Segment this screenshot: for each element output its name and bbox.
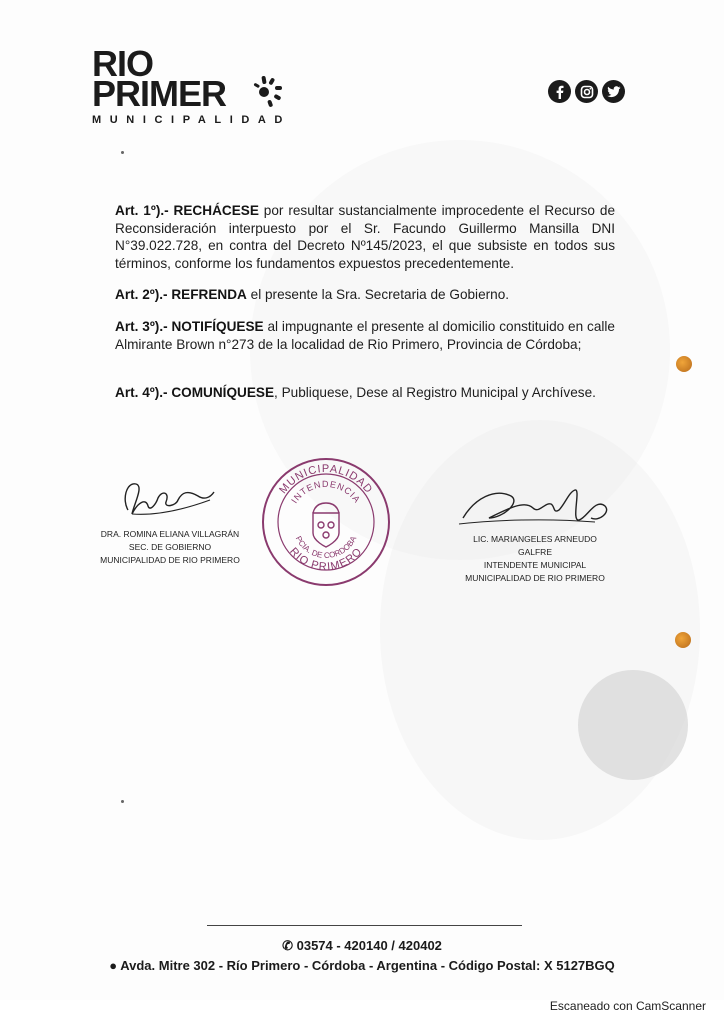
municipality-logo [88, 43, 298, 130]
article-2-keyword: REFRENDA [171, 287, 247, 302]
social-icons [548, 80, 625, 103]
stain-mark [676, 356, 692, 372]
scanner-watermark: Escaneado con CamScanner [549, 999, 706, 1013]
location-pin-icon: ● [109, 958, 118, 973]
footer-phone-line [0, 938, 724, 954]
right-signature-scribble [455, 478, 615, 538]
coat-of-arms-icon [313, 503, 339, 547]
sun-logo-icon [250, 72, 286, 108]
article-4-label: Art. 4º).- [115, 385, 168, 400]
right-signature-role: INTENDENTE MUNICIPAL [483, 560, 587, 570]
article-4-text: , Publiquese, Dese al Registro Municipal y Archívese. [274, 385, 596, 400]
right-signature-org: MUNICIPALIDAD DE RIO PRIMERO [465, 573, 605, 583]
right-signature-block [460, 533, 610, 585]
stamp-inner-bottom: PCIA. DE CORDOBA [293, 534, 359, 561]
svg-text:INTENDENCIA [289, 479, 362, 505]
background-watermark-circle [578, 670, 688, 780]
article-3-text: al impugnante el presente al domicilio constituido en calle Almirante Brown n°273 de la localidad de Rio Primero, Provincia de Córdoba; [115, 319, 615, 352]
footer-address: Avda. Mitre 302 - Río Primero - Córdoba - Argentina - Código Postal: X 5127BGQ [120, 958, 615, 973]
left-signature-scribble [118, 470, 218, 530]
stamp-outer-top: MUNICIPALIDAD [277, 462, 375, 497]
article-4 [115, 384, 615, 402]
stamp-inner-top: INTENDENCIA [289, 478, 363, 506]
article-2-text: el presente la Sra. Secretaria de Gobierno. [246, 287, 510, 302]
municipal-stamp [259, 455, 393, 589]
article-1-keyword: RECHÁCESE [173, 203, 259, 218]
article-4-keyword: COMUNÍQUESE [171, 385, 275, 400]
instagram-icon [575, 80, 598, 103]
footer-divider [207, 925, 522, 926]
left-signature-org: MUNICIPALIDAD DE RIO PRIMERO [100, 555, 240, 565]
article-2-label: Art. 2º).- [115, 287, 168, 302]
logo-line-2: PRIMER [92, 73, 227, 114]
stain-mark [675, 632, 691, 648]
article-1-text: por resultar sustancialmente improcedente el Recurso de Reconsideración interpuesto por el Sr. Facundo Guillermo Mansilla DNI N°39.022.728, en contra del Decreto Nº145/2023, el que subsiste en todos sus términos, conforme los fundamentos expuestos precedentemente. [115, 203, 615, 271]
stamp-outer-bottom: RIO PRIMERO [287, 545, 365, 574]
left-signature-role: SEC. DE GOBIERNO [128, 542, 212, 552]
logo-line-1: RIO [92, 43, 154, 84]
left-signature-name: DRA. ROMINA ELIANA VILLAGRÁN [100, 529, 240, 539]
article-3 [115, 318, 615, 353]
twitter-icon [602, 80, 625, 103]
speck [121, 151, 124, 154]
article-1 [115, 202, 615, 272]
footer-address-line [0, 958, 724, 973]
article-2 [115, 286, 615, 304]
left-signature-block [100, 528, 240, 567]
speck [121, 800, 124, 803]
footer-phone: 03574 - 420140 / 420402 [296, 938, 442, 953]
article-3-keyword: NOTIFÍQUESE [171, 319, 264, 334]
article-1-label: Art. 1º).- [115, 203, 169, 218]
phone-icon: ✆ [282, 938, 293, 953]
logo-line-3: MUNICIPALIDAD [92, 114, 291, 126]
right-signature-name: LIC. MARIANGELES ARNEUDO GALFRE [473, 534, 597, 557]
article-3-label: Art. 3º).- [115, 319, 168, 334]
facebook-icon [548, 80, 571, 103]
